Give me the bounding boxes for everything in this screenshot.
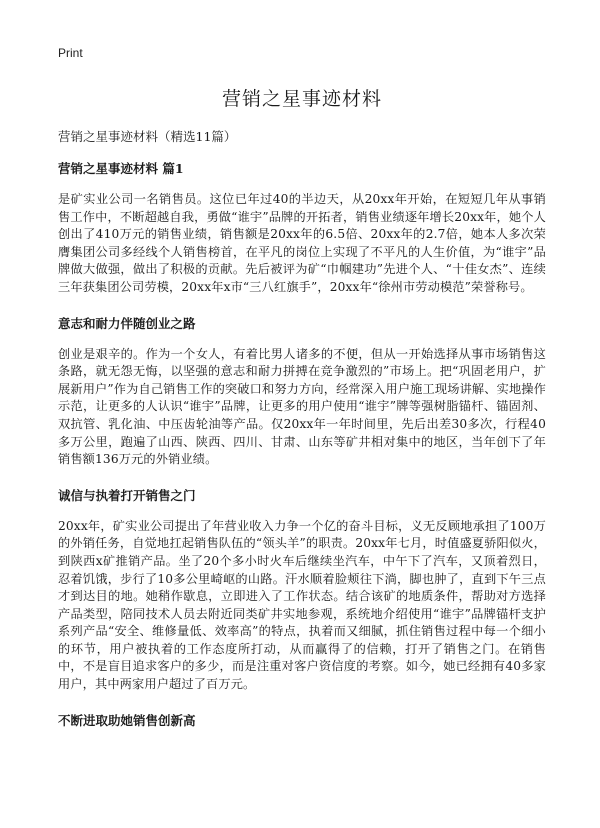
- section-paragraph: 20xx年，矿实业公司提出了年营业收入力争一个亿的奋斗目标，义无反顾地承担了100万的外销任务，自觉地扛起销售队伍的“领头羊”的职责。20xx年七月，时值盛夏骄阳似火，到陕西x矿推销产品。坐了20个多小时火车后继续坐汽车，中午下了汽车，又顶着烈日，忍着饥饿，步行了10多公里崎岖的山路。汗水顺着脸颊往下淌，脚也肿了，直到下午三点才到达目的地。她稍作歇息，立即进入了工作状态。结合该矿的地质条件，帮助对方选择产品类型，陪同技术人员去附近同类矿井实地参观，系统地介绍使用“谁宇”品牌锚杆支护系列产品“安全、维修量低、效率高”的特点，执着而又细腻，抓住销售过程中每一个细小的环节，用户被执着的工作态度所打动，从而赢得了的信赖，打开了销售之门。在销售中，不是盲目追求客户的多少，而是注重对客户资信度的考察。如今，她已经拥有40多家用户，其中两家用户超过了百万元。: [58, 518, 546, 692]
- print-link[interactable]: Print: [58, 46, 83, 60]
- document-title: 营销之星事迹材料: [221, 88, 382, 110]
- section-paragraph: 是矿实业公司一名销售员。这位已年过40的半边天，从20xx年开始，在短短几年从事销售工作中，不断超越自我，勇做“谁宇”品牌的开拓者，销售业绩逐年增长20xx年，她个人创出了410万元的销售业绩，销售额是20xx年的6.5倍、20xx年的2.7倍，她本人多次荣膺集团公司多经线个人销售榜首，在平凡的岗位上实现了不平凡的人生价值，为“谁宇”品牌做大做强，做出了积极的贡献。先后被评为矿“巾帼建功”先进个人、“十佳女杰”、连续三年获集团公司劳模，20xx年x市“三八红旗手”，20xx年“徐州市劳动模范”荣誉称号。: [58, 192, 546, 294]
- section-2: [58, 314, 546, 469]
- section-3: [58, 486, 546, 694]
- section-heading: 营销之星事迹材料 篇1: [58, 161, 184, 176]
- section-1: [58, 159, 546, 297]
- section-4: [58, 711, 546, 729]
- document-subtitle: 营销之星事迹材料（精选11篇）: [58, 129, 237, 144]
- section-heading: 不断进取助她销售创新高: [58, 712, 196, 728]
- section-paragraph: 创业是艰辛的。作为一个女人，有着比男人诸多的不便，但从一开始选择从事市场销售这条路，就无怨无悔，以坚强的意志和耐力拼搏在竞争激烈的”市场上。把“巩固老用户，扩展新用户”作为自己销售工作的突破口和努力方向，经常深入用户施工现场讲解、实地操作示范，让更多的人认识“谁宇”品牌，让更多的用户使用“谁宇”牌等强树脂锚杆、锚固剂、双抗管、乳化油、中压齿轮油等产品。仅20xx年一年时间里，先后出差30多次，行程40多万公里，跑遍了山西、陕西、四川、甘肃、山东等矿井相对集中的地区，当年创下了年销售额136万元的外销业绩。: [58, 346, 546, 467]
- section-heading: 诚信与执着打开销售之门: [58, 487, 196, 503]
- section-heading: 意志和耐力伴随创业之路: [58, 315, 196, 331]
